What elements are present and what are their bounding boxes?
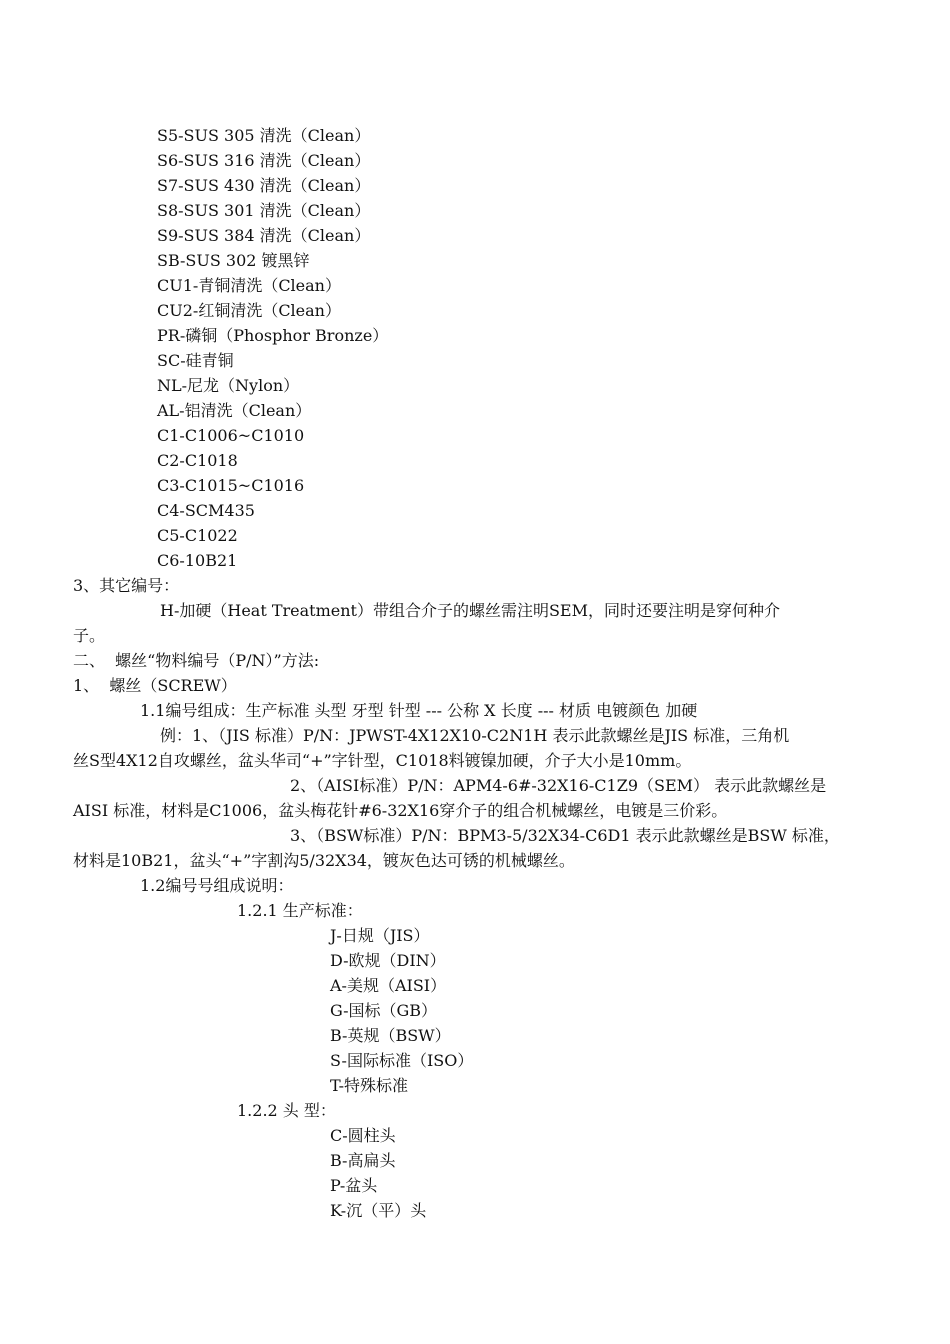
head-type-countersunk: K-沉（平）头 <box>330 1201 427 1220</box>
screw-heading: 1、 螺丝（SCREW） <box>73 676 237 695</box>
standard-special: T-特殊标准 <box>330 1076 409 1095</box>
head-type-cylinder: C-圆柱头 <box>330 1126 396 1145</box>
material-code-sb: SB-SUS 302 镀黑锌 <box>157 251 310 270</box>
material-code-s5: S5-SUS 305 清洗（Clean） <box>157 126 371 145</box>
material-code-s7: S7-SUS 430 清洗（Clean） <box>157 176 371 195</box>
material-code-s8: S8-SUS 301 清洗（Clean） <box>157 201 371 220</box>
composition-line: 1.1编号组成：生产标准 头型 牙型 针型 --- 公称 X 长度 --- 材质 电镀颜色 加硬 <box>140 701 698 720</box>
standard-heading: 1.2.1 生产标准： <box>237 901 363 920</box>
head-type-pan: P-盆头 <box>330 1176 378 1195</box>
standard-gb: G-国标（GB） <box>330 1001 438 1020</box>
material-code-c1: C1-C1006~C1010 <box>157 426 305 445</box>
material-code-c6: C6-10B21 <box>157 551 238 570</box>
example-2-continued: AISI 标准，材料是C1006，盆头梅花针#6-32X16穿介子的组合机械螺丝，电镀是三价彩。 <box>73 801 728 820</box>
material-code-s9: S9-SUS 384 清洗（Clean） <box>157 226 371 245</box>
standard-aisi: A-美规（AISI） <box>330 976 447 995</box>
material-code-cu1: CU1-青铜清洗（Clean） <box>157 276 341 295</box>
material-code-c3: C3-C1015~C1016 <box>157 476 305 495</box>
material-code-c2: C2-C1018 <box>157 451 238 470</box>
heat-treatment-note: H-加硬（Heat Treatment）带组合介子的螺丝需注明SEM，同时还要注明是穿何种介 <box>160 601 780 620</box>
standard-bsw: B-英规（BSW） <box>330 1026 451 1045</box>
standard-din: D-欧规（DIN） <box>330 951 446 970</box>
standard-jis: J-日规（JIS） <box>330 926 430 945</box>
other-codes-heading: 3、其它编号： <box>73 576 180 595</box>
example-2: 2、（AISI标准）P/N：APM4-6#-32X16-C1Z9（SEM） 表示此款螺丝是 <box>290 776 827 795</box>
material-code-pr: PR-磷铜（Phosphor Bronze） <box>157 326 389 345</box>
material-code-nl: NL-尼龙（Nylon） <box>157 376 300 395</box>
material-code-cu2: CU2-红铜清洗（Clean） <box>157 301 341 320</box>
example-1-continued: 丝S型4X12自攻螺丝，盆头华司“+”字针型，C1018料镀镍加硬，介子大小是10mm。 <box>73 751 692 770</box>
material-code-s6: S6-SUS 316 清洗（Clean） <box>157 151 371 170</box>
material-code-sc: SC-硅青铜 <box>157 351 234 370</box>
explanation-heading: 1.2编号号组成说明： <box>140 876 294 895</box>
section-heading: 二、 螺丝“物料编号（P/N）”方法: <box>73 651 320 670</box>
material-code-c4: C4-SCM435 <box>157 501 255 520</box>
head-type-heading: 1.2.2 头 型： <box>237 1101 336 1120</box>
example-3-continued: 材料是10B21，盆头“+”字割沟5/32X34，镀灰色达可锈的机械螺丝。 <box>73 851 575 870</box>
example-1: 例：1、（JIS 标准）P/N：JPWST-4X12X10-C2N1H 表示此款螺丝是JIS 标准，三角机 <box>160 726 790 745</box>
material-code-al: AL-铝清洗（Clean） <box>157 401 312 420</box>
example-3: 3、（BSW标准）P/N：BPM3-5/32X34-C6D1 表示此款螺丝是BSW 标准， <box>290 826 840 845</box>
material-code-c5: C5-C1022 <box>157 526 238 545</box>
standard-iso: S-国际标准（ISO） <box>330 1051 474 1070</box>
head-type-high-flat: B-高扁头 <box>330 1151 396 1170</box>
heat-treatment-note-continued: 子。 <box>73 626 106 645</box>
